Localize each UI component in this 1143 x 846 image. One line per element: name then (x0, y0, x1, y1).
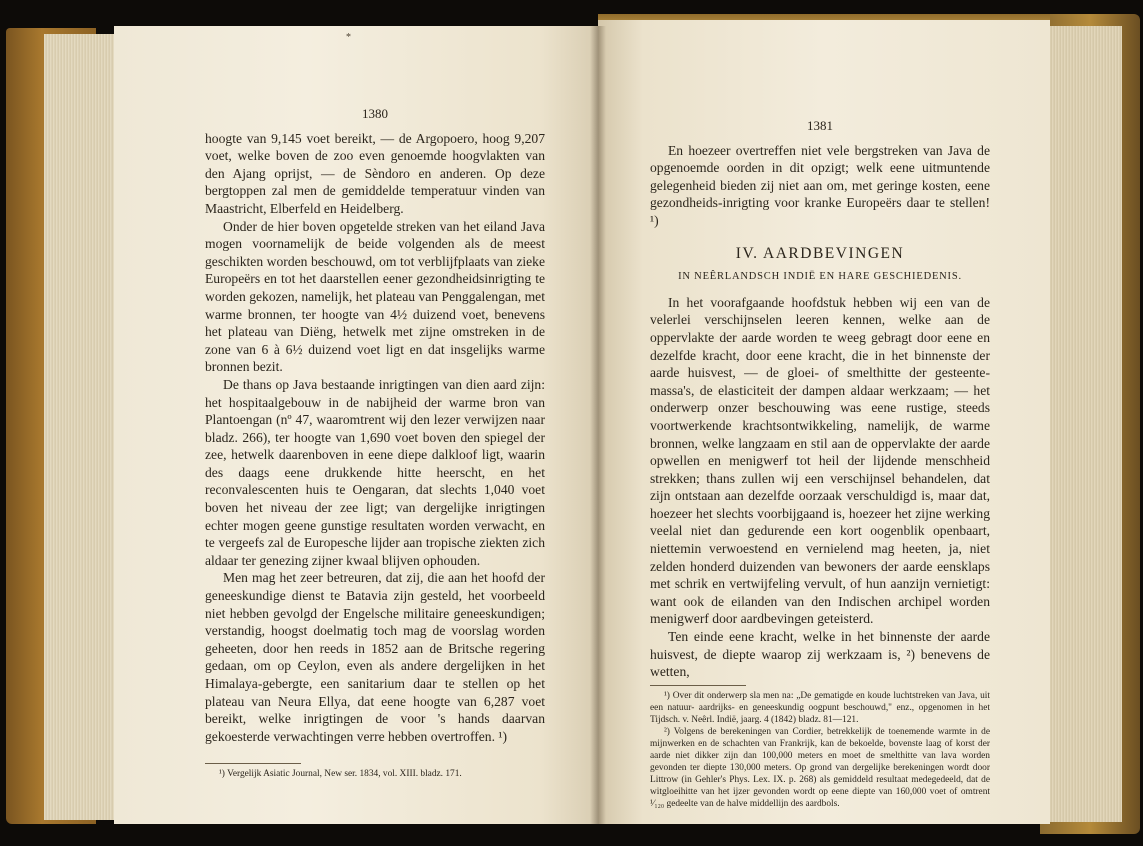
footnote: ¹) Vergelijk Asiatic Journal, New ser. 1834, vol. XIII. bladz. 171. (219, 769, 462, 780)
footnote-rule (205, 763, 301, 764)
footnote: ²) Volgens de berekeningen van Cordier, betrekkelijk de toenemende warmte in de mijnwerken en de schachten van Frankrijk, kan de bekoelde, bovenste laag of korst der aarde niet dikker zijn dan 100,000 meters en moet de smelthitte van lava worden gevonden ter diepte 130,000 meters. Op grond van dergelijke berekeningen wordt door Littrow (in Gehler's Phys. Lex. IX. p. 268) als gemiddeld resultaat medegedeeld, dat de witgloeihitte van het ijzer gevonden wordt op eene diepte van 160,000 voet of omtrent ¹⁄₁₂₀ gedeelte van de halve middellijn des aardbols. (650, 726, 990, 809)
signature-mark: * (346, 32, 351, 43)
right-page-number: 1381 (807, 118, 833, 133)
page-edges-right (1046, 26, 1122, 822)
paragraph: Ten einde eene kracht, welke in het binnenste der aarde huisvest, de diepte waarop zij werkzaam is, ²) benevens de wetten, (650, 629, 990, 680)
right-footnotes (650, 690, 990, 810)
right-page-text (650, 117, 990, 810)
paragraph: Men mag het zeer betreuren, dat zij, die aan het hoofd der geneeskundige dienst te Batavia zijn gesteld, het voorbeeld niet hebben gevolgd der Engelsche militaire geneeskundigen; verstandig, hoogst doelmatig toch mag de voorslag worden geheeten, door hen reeds in 1852 aan de Britsche regering gedaan, om op Ceylon, even als andere dergelijken in het Himalaya-gebergte, een sanitarium daar te stellen op het plateau van Neura Ellya, dat eene hoogte van 6,287 voet bereikt, welke inrigtingen de voor 's hands daarvan gekoesterde verwachtingen verre hebben overtroffen. ¹) (205, 570, 545, 744)
paragraph: En hoezeer overtreffen niet vele bergstreken van Java de opgenoemde oorden in dit opzigt; welk eene uitmuntende gelegenheid bieden zij niet aan om, met geringe kosten, eene gezondheids-inrigting voor kranke Europeërs daar te stellen! ¹) (650, 142, 990, 228)
chapter-title: IV. AARDBEVINGEN (735, 244, 905, 262)
left-page-text (205, 105, 545, 780)
paragraph: In het voorafgaande hoofdstuk hebben wij een van de velerlei verschijnselen leeren kennen, welke aan de oppervlakte der aarde worden te weeg gebragt door eene en dezelfde kracht, door eene kracht, die in het binnenste der aarde huisvest, — de gloei- of smelthitte der gesteente-massa's, de elasticiteit der dampen aldaar werkzaam; — het onderwerp onzer beschouwing was eene rustige, steeds voortwerkende krachtsontwikkeling, namelijk, de warme bronnen, welke langzaam en stil aan de oppervlakte der aarde opwellen en menigwerf tot heil der lijdende menschheid strekken; thans zullen wij een verschijnsel behandelen, dat zijn ontstaan aan dezelfde oorzaak verschuldigd is, maar dat, hoezeer het slechts voorbijgaand is, hoezeer het zijne werking veelal niet dan gedurende een kort oogenblik openbaart, niettemin verwoestend en vernielend mag heeten, ja, niet zelden honderd duizenden van bewoners der aarde eensklaps met schrik en vertwijfeling vervult, of hun aanzijn vernietigt: want ook de eilanden van den Indischen archipel worden menigwerf door aardbevingen geteisterd. (650, 294, 990, 627)
footnote: ¹) Over dit onderwerp sla men na: „De gematigde en koude luchtstreken van Java, uit een natuur- aardrijks- en geneeskundig oogpunt beschouwd," enz., opgenomen in het Tijdsch. v. Neêrl. Indië, jaarg. 4 (1842) bladz. 81—121. (650, 690, 990, 725)
footnote-rule (650, 685, 746, 686)
left-page-number: 1380 (362, 106, 388, 121)
paragraph: Onder de hier boven opgetelde streken van het eiland Java mogen voornamelijk de beide volgenden als de meest geschikten worden beschouwd, om tot verblijfplaats van zieke Europeërs en tot het daarstellen eener gezondheidsinrigting te worden gekozen, namelijk, het plateau van Penggalengan, met warme bronnen, ter hoogte van 4½ duizend voet, benevens het plateau van Diëng, hetwelk met zijne omstreken in de zone van 6 à 6½ duizend voet ligt en dat insgelijks warme bronnen bezit. (205, 218, 545, 375)
left-footnotes (205, 768, 545, 780)
paragraph: hoogte van 9,145 voet bereikt, — de Argopoero, hoog 9,207 voet, welke boven de zoo even genoemde hoogvlakten van den Ajang oprijst, — de Sèndoro en anderen. Op deze bergtoppen zal men de gemiddelde temperatuur vinden van Maastricht, Elberfeld en Heidelberg. (205, 130, 545, 216)
chapter-subtitle: IN NEÊRLANDSCH INDIË EN HARE GESCHIEDENIS. (678, 271, 962, 283)
paragraph: De thans op Java bestaande inrigtingen van dien aard zijn: het hospitaalgebouw in de nabijheid der warme bron van Plantoengan (nº 47, waaromtrent wij den lezer verwijzen naar bladz. 266), ter hoogte van 1,690 voet boven den spiegel der zee, hetwelk daarenboven in eene diepe dalkloof ligt, waarin des daags eene drukkende hitte heerscht, en het reconvalescenten huis te Oengaran, dat slechts 1,040 voet boven het niveau der zee ligt; van dergelijke inrigtingen echter mogen geene gunstige resultaten worden verwacht, en te vergeefs zal de Europesche lijder aan tropische ziekten zich aldaar ter genezing zijner kwaal blijven ophouden. (205, 376, 545, 568)
page-edges-left (44, 34, 120, 820)
book-gutter (590, 26, 606, 824)
